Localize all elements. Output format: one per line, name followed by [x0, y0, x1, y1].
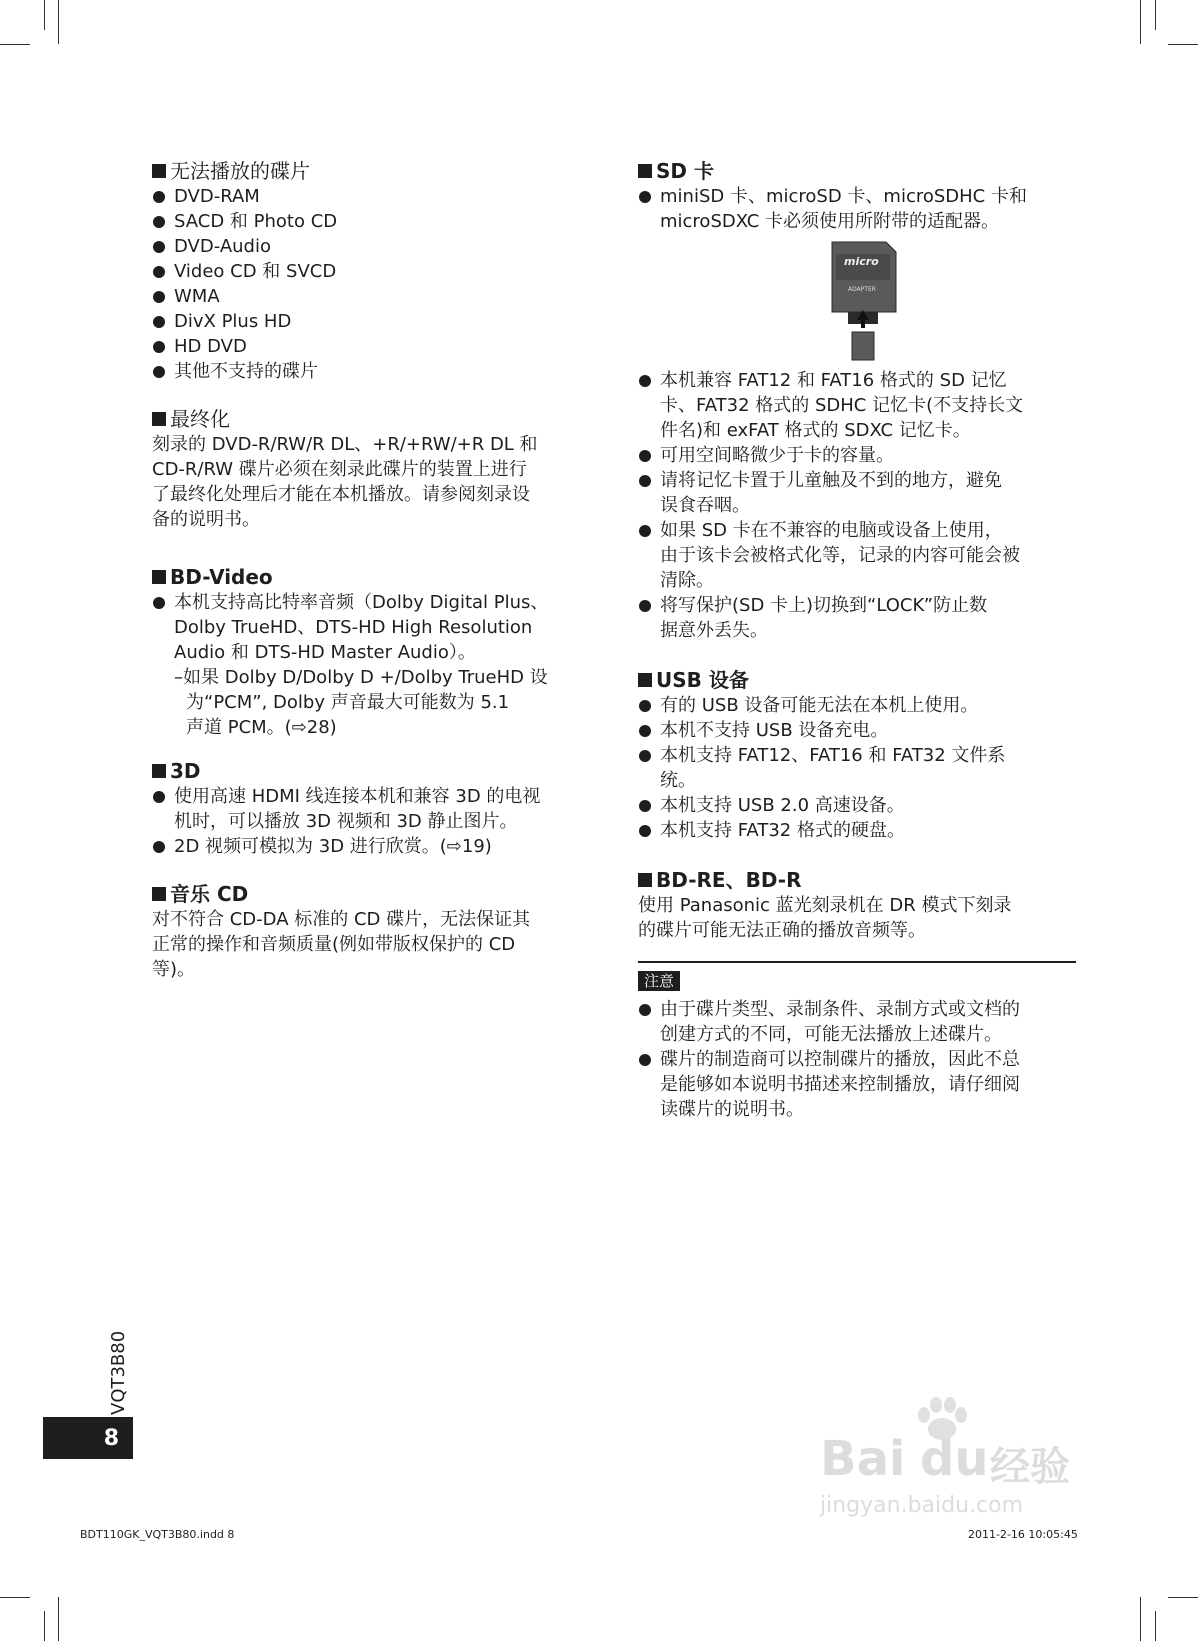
card-logo-text: micro — [844, 255, 879, 268]
crop-mark — [58, 1597, 59, 1641]
item-line: 碟片的制造商可以控制碟片的播放，因此不总 — [660, 1049, 1020, 1070]
divider — [638, 961, 1076, 963]
list-item — [638, 443, 1078, 468]
bullet-icon — [153, 366, 165, 378]
section-heading: BD-Video — [152, 564, 592, 590]
bullet-icon — [639, 800, 651, 812]
left-column — [152, 158, 592, 1000]
crop-mark — [1168, 1597, 1198, 1598]
crop-mark — [44, 0, 45, 30]
section-heading: USB 设备 — [638, 667, 1078, 693]
list-item: 2D 视频可模拟为 3D 进行欣赏。(⇨19) — [152, 834, 592, 859]
item-line: 请将记忆卡置于儿童触及不到的地方，避免 — [660, 470, 1002, 491]
crop-mark — [58, 0, 59, 44]
square-bullet-icon — [152, 412, 166, 426]
item-line: 将写保护(SD 卡上)切换到“LOCK”防止数 — [660, 595, 988, 616]
list-item — [638, 718, 1078, 743]
item-line: 可用空间略微少于卡的容量。 — [660, 445, 894, 466]
square-bullet-icon — [152, 570, 166, 584]
list-item — [638, 368, 1078, 443]
crop-mark — [1155, 0, 1156, 30]
watermark-brand-2: du — [920, 1431, 989, 1487]
bullet-icon — [639, 450, 651, 462]
item-line: 本机不支持 USB 设备充电。 — [660, 720, 889, 741]
list-item — [638, 1047, 1078, 1122]
sd-adapter-list — [638, 184, 1078, 234]
bullet-icon — [639, 725, 651, 737]
item-line: 本机支持 USB 2.0 高速设备。 — [660, 795, 905, 816]
square-bullet-icon — [638, 673, 652, 687]
paragraph-line: 了最终化处理后才能在本机播放。请参阅刻录设 — [152, 484, 530, 505]
item-line: 本机支持高比特率音频（Dolby Digital Plus、 — [174, 592, 549, 613]
sd-card-list — [638, 368, 1078, 643]
bullet-icon — [153, 191, 165, 203]
item-line: 创建方式的不同，可能无法播放上述碟片。 — [660, 1024, 1002, 1045]
crop-mark — [1140, 1597, 1141, 1641]
bd-video-list — [152, 590, 592, 665]
paragraph-line: 正常的操作和音频质量(例如带版权保护的 CD — [152, 934, 516, 955]
square-bullet-icon — [152, 164, 166, 178]
bullet-icon — [153, 791, 165, 803]
item-line: 本机支持 FAT32 格式的硬盘。 — [660, 820, 905, 841]
list-item — [638, 818, 1078, 843]
note-section — [638, 971, 1078, 1122]
item-line: 本机支持 FAT12、FAT16 和 FAT32 文件系 — [660, 745, 1006, 766]
item-line: 卡、FAT32 格式的 SDHC 记忆卡(不支持长文 — [660, 395, 1024, 416]
section-heading: BD-RE、BD-R — [638, 867, 1078, 893]
crop-mark — [0, 44, 30, 45]
right-column — [638, 158, 1078, 1122]
paragraph-line: 对不符合 CD-DA 标准的 CD 碟片，无法保证其 — [152, 909, 531, 930]
item-line: 机时，可以播放 3D 视频和 3D 静止图片。 — [174, 811, 518, 832]
list-item — [638, 793, 1078, 818]
section-3d — [152, 758, 592, 859]
paragraph-line: 使用 Panasonic 蓝光刻录机在 DR 模式下刻录 — [638, 895, 1012, 916]
note-label: 注意 — [638, 971, 680, 991]
bullet-icon — [153, 316, 165, 328]
document-code: VQT3B80 — [108, 1330, 129, 1415]
list-item: WMA — [152, 284, 592, 309]
item-line: 据意外丢失。 — [660, 620, 768, 641]
section-unplayable-discs — [152, 158, 592, 384]
crop-mark — [44, 1611, 45, 1641]
section-music-cd — [152, 881, 592, 982]
list-item: DivX Plus HD — [152, 309, 592, 334]
list-item — [152, 784, 592, 834]
crop-mark — [1155, 1611, 1156, 1641]
square-bullet-icon — [152, 887, 166, 901]
item-line: 由于碟片类型、录制条件、录制方式或文档的 — [660, 999, 1020, 1020]
item-line: 使用高速 HDMI 线连接本机和兼容 3D 的电视 — [174, 786, 541, 807]
item-line: 读碟片的说明书。 — [660, 1099, 804, 1120]
section-heading: 无法播放的碟片 — [152, 158, 592, 184]
section-usb — [638, 667, 1078, 843]
list-item — [638, 518, 1078, 593]
list-item — [638, 997, 1078, 1047]
item-line: Audio 和 DTS-HD Master Audio）。 — [174, 642, 476, 663]
crop-mark — [0, 1597, 30, 1598]
paragraph-line: 等)。 — [152, 959, 196, 980]
section-heading: 最终化 — [152, 406, 592, 432]
list-item — [638, 743, 1078, 793]
bullet-icon — [639, 600, 651, 612]
list-item: 其他不支持的碟片 — [152, 359, 592, 384]
section-bd-video — [152, 564, 592, 740]
list-item — [638, 593, 1078, 643]
list-item — [638, 468, 1078, 518]
square-bullet-icon — [638, 873, 652, 887]
bullet-icon — [639, 375, 651, 387]
square-bullet-icon — [638, 164, 652, 178]
section-bd-re — [638, 867, 1078, 943]
item-line: 本机兼容 FAT12 和 FAT16 格式的 SD 记忆 — [660, 370, 1007, 391]
item-line: 清除。 — [660, 570, 714, 591]
section-sd-card — [638, 158, 1078, 643]
bullet-icon — [639, 475, 651, 487]
bullet-icon — [639, 700, 651, 712]
item-line: microSDXC 卡必须使用所附带的适配器。 — [660, 211, 1000, 232]
bullet-icon — [153, 216, 165, 228]
watermark-brand: Bai — [820, 1431, 906, 1487]
bullet-icon — [153, 291, 165, 303]
card-adapter-text: ADAPTER — [848, 286, 876, 293]
sub-note-line: 为“PCM”, Dolby 声音最大可能数为 5.1 — [186, 692, 510, 713]
list-item — [638, 693, 1078, 718]
sd-card-illustration — [638, 240, 1078, 362]
usb-list — [638, 693, 1078, 843]
crop-mark — [1168, 44, 1198, 45]
watermark-url: jingyan.baidu.com — [820, 1493, 1024, 1518]
bullet-icon — [153, 841, 165, 853]
section-heading: 3D — [152, 758, 592, 784]
item-line: 误食吞咽。 — [660, 495, 750, 516]
paragraph-line: 备的说明书。 — [152, 509, 260, 530]
paragraph-line: 刻录的 DVD-R/RW/R DL、+R/+RW/+R DL 和 — [152, 434, 538, 455]
note-list — [638, 997, 1078, 1122]
bullet-icon — [639, 750, 651, 762]
bullet-icon — [639, 191, 651, 203]
item-line: 有的 USB 设备可能无法在本机上使用。 — [660, 695, 979, 716]
item-line: 由于该卡会被格式化等，记录的内容可能会被 — [660, 545, 1020, 566]
bullet-icon — [639, 1004, 651, 1016]
paragraph-line: CD-R/RW 碟片必须在刻录此碟片的装置上进行 — [152, 459, 527, 480]
footer-timestamp: 2011-2-16 10:05:45 — [968, 1528, 1078, 1541]
paragraph-line: 的碟片可能无法正确的播放音频等。 — [638, 920, 926, 941]
item-line: miniSD 卡、microSD 卡、microSDHC 卡和 — [660, 186, 1027, 207]
page-number: 8 — [43, 1417, 133, 1459]
item-line: 件名)和 exFAT 格式的 SDXC 记忆卡。 — [660, 420, 971, 441]
section-heading: 音乐 CD — [152, 881, 592, 907]
list-item: SACD 和 Photo CD — [152, 209, 592, 234]
crop-mark — [1140, 0, 1141, 44]
bullet-icon — [153, 597, 165, 609]
bullet-icon — [639, 1054, 651, 1066]
list-item: Video CD 和 SVCD — [152, 259, 592, 284]
item-line: 如果 SD 卡在不兼容的电脑或设备上使用， — [660, 520, 1003, 541]
sub-note-line: 声道 PCM。(⇨28) — [186, 717, 337, 738]
bullet-icon — [639, 825, 651, 837]
section-finalize — [152, 406, 592, 532]
list-item: HD DVD — [152, 334, 592, 359]
list-item: DVD-RAM — [152, 184, 592, 209]
item-line: 是能够如本说明书描述来控制播放，请仔细阅 — [660, 1074, 1020, 1095]
watermark-cn: 经验 — [990, 1444, 1070, 1490]
baidu-watermark — [820, 1395, 1120, 1535]
bullet-icon — [153, 266, 165, 278]
sub-note-line: –如果 Dolby D/Dolby D +/Dolby TrueHD 设 — [174, 667, 548, 688]
list-item — [152, 590, 592, 665]
disc-list — [152, 184, 592, 384]
bullet-icon — [639, 525, 651, 537]
square-bullet-icon — [152, 764, 166, 778]
list-item — [638, 184, 1078, 234]
3d-list — [152, 784, 592, 859]
bullet-icon — [153, 241, 165, 253]
footer-file-name: BDT110GK_VQT3B80.indd 8 — [80, 1528, 235, 1541]
item-line: Dolby TrueHD、DTS-HD High Resolution — [174, 617, 533, 638]
section-heading: SD 卡 — [638, 158, 1078, 184]
bullet-icon — [153, 341, 165, 353]
item-line: 统。 — [660, 770, 696, 791]
list-item: DVD-Audio — [152, 234, 592, 259]
